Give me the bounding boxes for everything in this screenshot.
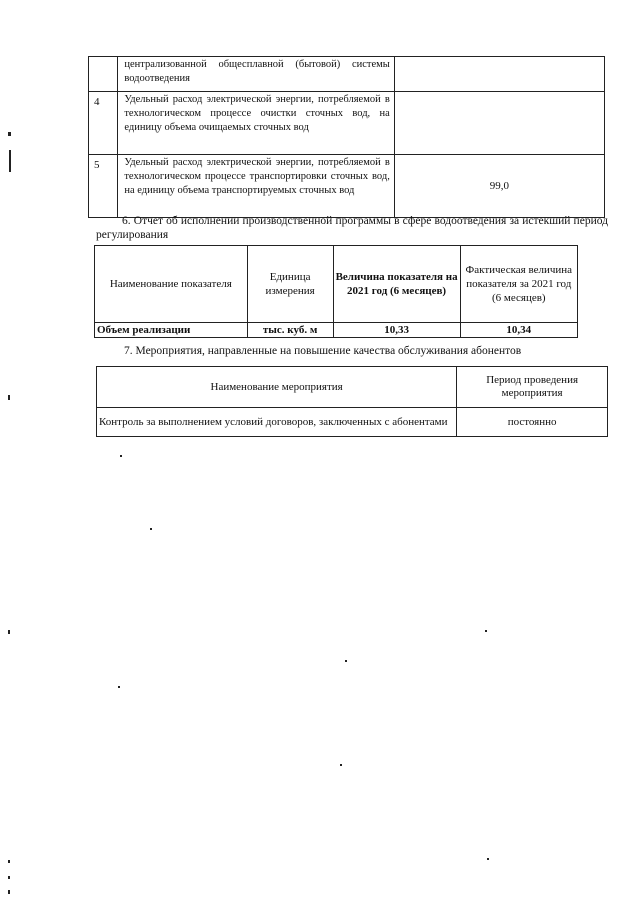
- cell-period: постоянно: [457, 408, 608, 437]
- cell-planned: 10,33: [333, 323, 460, 338]
- scan-artifact: [8, 395, 10, 400]
- indicator-text: Удельный расход электрической энергии, потребляемой в технологическом процессе транспортировки сточных вод, на единицу объема транспортируемых сточных вод: [118, 155, 394, 218]
- table-row: [89, 92, 605, 155]
- row-number: [89, 57, 118, 92]
- table-row: [95, 323, 578, 338]
- service-measures-table: [96, 366, 608, 437]
- scan-artifact: [118, 686, 120, 688]
- header-period: Период проведения мероприятия: [457, 367, 608, 408]
- scan-artifact: [487, 858, 489, 860]
- indicator-value: [394, 92, 604, 155]
- cell-actual: 10,34: [460, 323, 577, 338]
- table-header-row: [97, 367, 608, 408]
- table-header-row: [95, 246, 578, 323]
- indicators-table: [88, 56, 605, 218]
- scan-artifact: [8, 630, 10, 634]
- scan-artifact: [8, 132, 11, 136]
- cell-indicator-name: Объем реализации: [95, 323, 248, 338]
- scan-artifact: [340, 764, 342, 766]
- scan-artifact: [345, 660, 347, 662]
- indicator-value: 99,0: [394, 155, 604, 218]
- header-indicator-name: Наименование показателя: [95, 246, 248, 323]
- indicator-text: централизованной общесплавной (бытовой) системы водоотведения: [118, 57, 394, 92]
- scan-artifact: [120, 455, 122, 457]
- header-measure-name: Наименование мероприятия: [97, 367, 457, 408]
- header-unit: Единица измерения: [247, 246, 333, 323]
- indicator-value: [394, 57, 604, 92]
- section-6-heading: 6. Отчет об исполнении производственной программы в сфере водоотведения за истекший период регулирования: [96, 215, 608, 241]
- scan-artifact: [8, 876, 10, 879]
- scan-artifact: [150, 528, 152, 530]
- row-number: 4: [89, 92, 118, 155]
- scan-artifact: [8, 890, 10, 894]
- table-row: [97, 408, 608, 437]
- table-row: [89, 57, 605, 92]
- table-row: [89, 155, 605, 218]
- scan-artifact: [485, 630, 487, 632]
- header-planned: Величина показателя на 2021 год (6 месяцев): [333, 246, 460, 323]
- cell-unit: тыс. куб. м: [247, 323, 333, 338]
- cell-measure-name: Контроль за выполнением условий договоров, заключенных с абонентами: [97, 408, 457, 437]
- indicator-text: Удельный расход электрической энергии, потребляемой в технологическом процессе очистки сточных вод, на единицу объема очищаемых сточных вод: [118, 92, 394, 155]
- production-program-table: [94, 245, 578, 338]
- scan-artifact: [8, 860, 10, 863]
- section-7-heading: 7. Мероприятия, направленные на повышение качества обслуживания абонентов: [124, 345, 522, 357]
- scan-artifact: [9, 150, 11, 172]
- row-number: 5: [89, 155, 118, 218]
- header-actual: Фактическая величина показателя за 2021 год (6 месяцев): [460, 246, 577, 323]
